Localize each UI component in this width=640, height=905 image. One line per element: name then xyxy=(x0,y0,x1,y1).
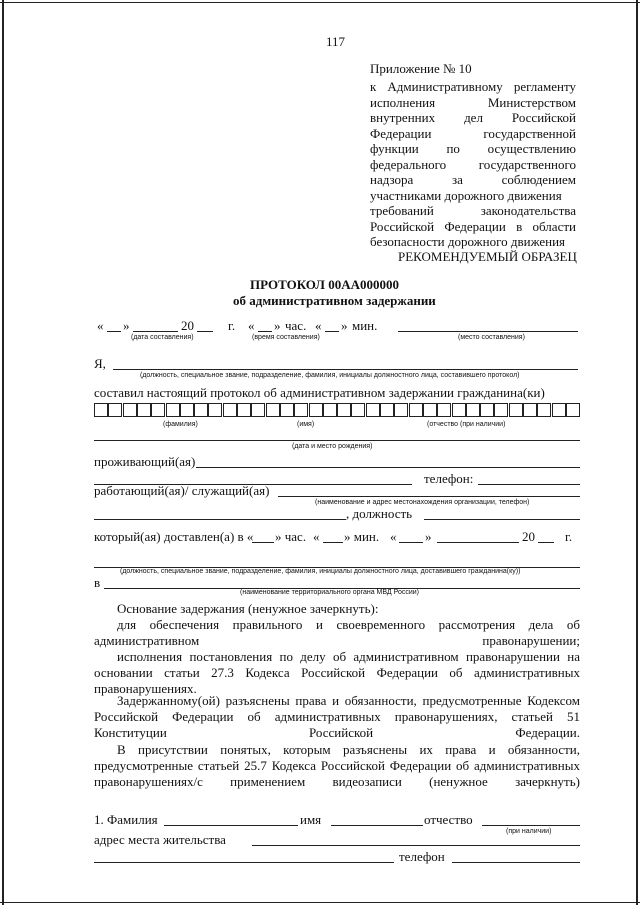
name-cell[interactable] xyxy=(437,403,451,417)
ya-label: Я, xyxy=(94,356,106,371)
delivered-day-open: « xyxy=(390,529,397,544)
witnesses-paragraph: В присутствии понятых, которым разъяснены их права и обязанности, предусмотренные статьей 25.7 Кодекса Российской Федерации об административных правонарушениях/с применением видеозаписи (ненужное зачеркнуть) xyxy=(94,742,580,789)
position-label: , должность xyxy=(346,506,413,521)
appendix-line xyxy=(370,79,576,95)
name-cell[interactable] xyxy=(94,403,108,417)
minute-close: » xyxy=(341,318,348,333)
appendix-line xyxy=(370,110,576,126)
date-caption: (дата составления) xyxy=(131,334,194,341)
minute-field[interactable] xyxy=(325,331,339,332)
basis-2: исполнения постановления по делу об административном правонарушении на основании статьи 27.3 Кодекса Российской Федерации об административных правонарушениях. xyxy=(94,649,580,696)
appendix-word: регламенту xyxy=(513,79,576,94)
appendix-line xyxy=(370,95,576,111)
official-field[interactable] xyxy=(113,369,578,370)
hour-open-quote: « xyxy=(248,318,255,333)
name-cell[interactable] xyxy=(466,403,480,417)
place-caption: (место составления) xyxy=(458,334,525,341)
witness1-if-any-caption: (при наличии) xyxy=(506,828,552,835)
name-cell[interactable] xyxy=(537,403,551,417)
minute-open-quote: « xyxy=(315,318,322,333)
name-cell[interactable] xyxy=(423,403,437,417)
appendix-word: области xyxy=(532,218,576,234)
appendix-word: соблюдением xyxy=(501,172,576,187)
year-field[interactable] xyxy=(197,331,213,332)
name-cell[interactable] xyxy=(137,403,151,417)
year-suffix: г. xyxy=(228,318,236,333)
witness1-patronymic-label: отчество xyxy=(424,812,473,827)
witness1-surname-label: 1. Фамилия xyxy=(94,812,158,827)
appendix-word: Федерации xyxy=(370,125,432,141)
appendix-title: Приложение № 10 xyxy=(370,61,472,76)
recommended-sample: РЕКОМЕНДУЕМЫЙ ОБРАЗЕЦ xyxy=(398,249,577,264)
name-cell[interactable] xyxy=(223,403,237,417)
day-field[interactable] xyxy=(107,331,121,332)
name-cell[interactable] xyxy=(294,403,308,417)
witness1-name-label: имя xyxy=(300,812,322,827)
v-label: в xyxy=(94,575,101,590)
surname-caption: (фамилия) xyxy=(163,421,198,428)
time-caption: (время составления) xyxy=(252,334,320,341)
appendix-line xyxy=(370,126,576,142)
name-cell[interactable] xyxy=(351,403,365,417)
appendix-word: надзора xyxy=(370,172,414,187)
witness1-address-field-2[interactable] xyxy=(94,862,394,863)
name-cell[interactable] xyxy=(208,403,222,417)
name-cell[interactable] xyxy=(309,403,323,417)
official-caption: (должность, специальное звание, подразделение, фамилия, инициалы должностного лица, составившего протокол) xyxy=(140,372,520,379)
appendix-word: законодательства xyxy=(480,203,576,218)
scan-edge-top xyxy=(0,2,640,3)
delivered-hour-field[interactable] xyxy=(252,542,274,543)
name-cell[interactable] xyxy=(366,403,380,417)
name-cell[interactable] xyxy=(194,403,208,417)
name-cell[interactable] xyxy=(494,403,508,417)
delivered-hour-label: » час. xyxy=(275,529,307,544)
composed-text: составил настоящий протокол об административном задержании гражданина(ки) xyxy=(94,385,545,400)
appendix-word: функции xyxy=(370,141,419,156)
delivered-day-field[interactable] xyxy=(399,542,423,543)
day-close-quote: » xyxy=(123,318,130,333)
appendix-word: Федерации xyxy=(444,218,506,234)
protocol-title: ПРОТОКОЛ 00АА000000 xyxy=(250,277,399,292)
name-cell[interactable] xyxy=(523,403,537,417)
hour-field[interactable] xyxy=(258,331,272,332)
year-prefix: 20 xyxy=(181,318,194,333)
rights-paragraph: Задержанному(ой) разъяснены права и обязанности, предусмотренные Кодексом Российской Федерации об административных правонарушениях, статьей 51 Конституции Российской Федерации. xyxy=(94,693,580,740)
organ-caption: (наименование территориального органа МВД России) xyxy=(240,589,419,596)
name-cell[interactable] xyxy=(237,403,251,417)
hour-close: » xyxy=(274,318,281,333)
name-cell[interactable] xyxy=(280,403,294,417)
appendix-word: государственного xyxy=(478,156,576,172)
name-cell[interactable] xyxy=(166,403,180,417)
page-number: 117 xyxy=(326,34,346,49)
appendix-line xyxy=(370,172,576,188)
delivered-minute-label: » мин. xyxy=(344,529,380,544)
delivered-minute-field[interactable] xyxy=(323,542,343,543)
delivered-year-suffix: г. xyxy=(565,529,573,544)
appendix-word: Российской xyxy=(511,110,576,125)
organization-field-2[interactable] xyxy=(94,519,346,520)
appendix-line xyxy=(370,141,576,157)
residing-field[interactable] xyxy=(196,467,580,468)
name-cell[interactable] xyxy=(380,403,394,417)
delivered-day-close: » xyxy=(425,529,432,544)
organization-caption: (наименование и адрес местонахождения организации, телефон) xyxy=(315,499,530,506)
birth-field[interactable] xyxy=(94,440,580,441)
witness1-address-label: адрес места жительства xyxy=(94,832,226,847)
phone-label: телефон: xyxy=(424,471,474,486)
scan-edge-right xyxy=(636,0,638,905)
name-cell[interactable] xyxy=(566,403,580,417)
witness1-patronymic-field[interactable] xyxy=(482,825,580,826)
appendix-word: безопасности дорожного движения xyxy=(370,234,566,249)
protocol-subtitle: об административном задержании xyxy=(233,293,436,308)
witness1-phone-label: телефон xyxy=(399,849,445,864)
delivered-minute-open: « xyxy=(313,529,320,544)
residing-label: проживающий(ая) xyxy=(94,454,196,469)
appendix-word: Российской xyxy=(370,218,435,234)
appendix-word: исполнения xyxy=(370,94,436,110)
appendix-line xyxy=(370,188,576,204)
name-cell[interactable] xyxy=(323,403,337,417)
name-caption: (имя) xyxy=(297,421,315,428)
basis-1: для обеспечения правильного и своевременного рассмотрения дела об административном правонарушении; xyxy=(94,617,580,648)
name-cell[interactable] xyxy=(123,403,137,417)
delivered-label: который(ая) доставлен(а) в « xyxy=(94,529,254,544)
appendix-word: дел xyxy=(464,110,483,125)
appendix-line xyxy=(370,157,576,173)
witness1-name-field[interactable] xyxy=(331,825,423,826)
phone-field[interactable] xyxy=(478,484,580,485)
month-field[interactable] xyxy=(133,331,178,332)
delivered-month-field[interactable] xyxy=(437,542,519,543)
appendix-line xyxy=(370,219,576,235)
name-cell[interactable] xyxy=(337,403,351,417)
birth-caption: (дата и место рождения) xyxy=(292,443,373,450)
name-cell[interactable] xyxy=(266,403,280,417)
witness1-surname-field[interactable] xyxy=(164,825,298,826)
patronymic-caption: (отчество (при наличии) xyxy=(427,421,506,428)
name-cell[interactable] xyxy=(108,403,122,417)
appendix-word: по xyxy=(446,141,460,156)
hour-label: час. xyxy=(285,318,307,333)
appendix-word: государственной xyxy=(483,125,576,141)
name-cell[interactable] xyxy=(552,403,566,417)
name-cell[interactable] xyxy=(180,403,194,417)
name-cell[interactable] xyxy=(409,403,423,417)
appendix-word: за xyxy=(452,172,463,187)
position-field[interactable] xyxy=(424,519,580,520)
minute-label: мин. xyxy=(352,318,378,333)
appendix-word: федерального xyxy=(370,156,447,172)
place-field[interactable] xyxy=(398,331,578,332)
appendix-word: Административному xyxy=(387,79,503,94)
name-cell[interactable] xyxy=(394,403,408,417)
delivering-official-caption: (должность, специальное звание, подразделение, фамилия, инициалы должностного лица, доставившего гражданина(ку)) xyxy=(120,568,521,575)
name-cell[interactable] xyxy=(151,403,165,417)
name-cell[interactable] xyxy=(480,403,494,417)
delivered-year-field[interactable] xyxy=(538,542,554,543)
organization-field[interactable] xyxy=(278,496,580,497)
name-cell[interactable] xyxy=(452,403,466,417)
appendix-word: Министерством xyxy=(487,94,576,110)
working-label: работающий(ая)/ служащий(ая) xyxy=(94,483,270,498)
delivered-year-prefix: 20 xyxy=(522,529,535,544)
witness1-address-field[interactable] xyxy=(252,845,580,846)
name-cell[interactable] xyxy=(509,403,523,417)
name-cell[interactable] xyxy=(251,403,265,417)
appendix-word: внутренних xyxy=(370,110,436,125)
appendix-word: осуществлению xyxy=(487,141,576,156)
scan-edge-left xyxy=(2,0,4,905)
basis-title: Основание задержания (ненужное зачеркнуть): xyxy=(117,601,379,616)
appendix-word: требований xyxy=(370,203,434,218)
appendix-line xyxy=(370,234,576,250)
appendix-word: в xyxy=(516,218,523,234)
day-open-quote: « xyxy=(97,318,104,333)
appendix-line xyxy=(370,203,576,219)
appendix-word: к xyxy=(370,79,377,94)
name-cell-grid[interactable] xyxy=(94,403,580,417)
witness1-phone-field[interactable] xyxy=(452,862,580,863)
appendix-word: участниками дорожного движения xyxy=(370,187,562,203)
scan-edge-bottom xyxy=(0,902,640,903)
